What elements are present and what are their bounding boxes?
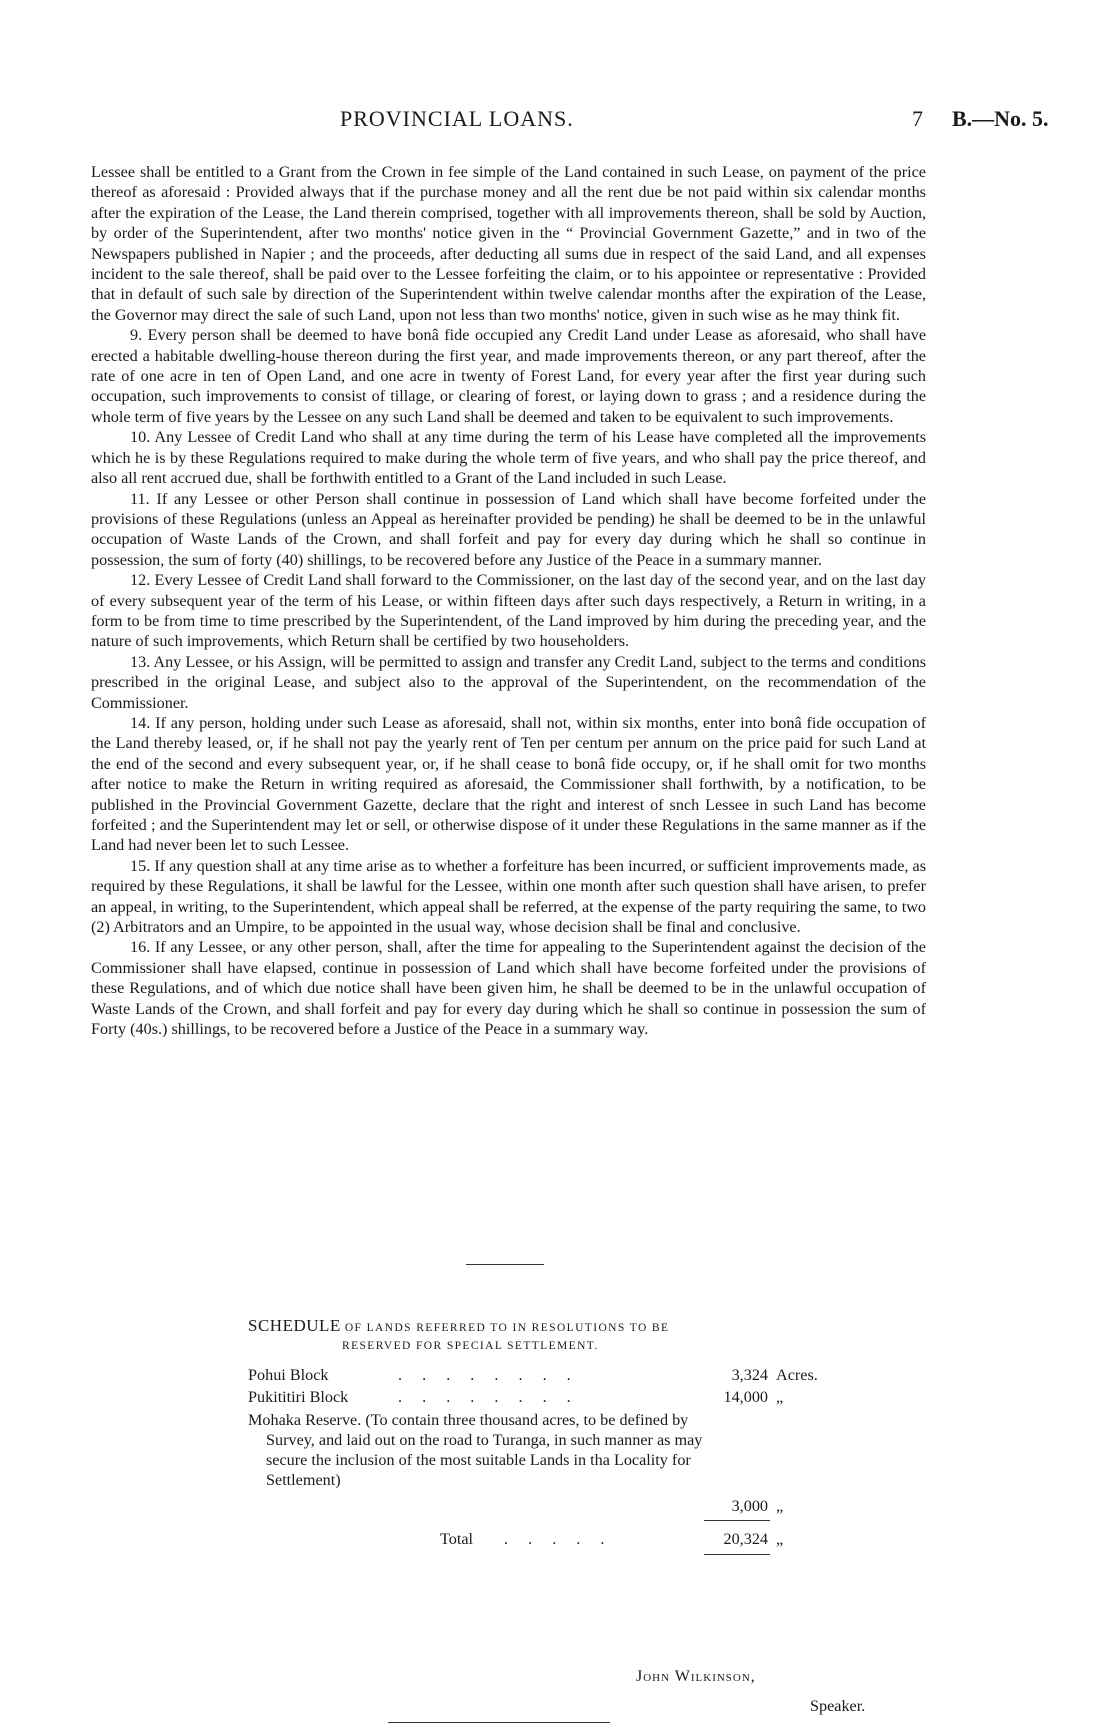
dot-leader: . . . . . — [504, 1530, 613, 1548]
footer-rule — [388, 1722, 610, 1723]
land-unit: Acres. — [776, 1366, 818, 1384]
page-title: PROVINCIAL LOANS. — [340, 106, 574, 131]
schedule-row — [248, 1364, 848, 1386]
subtotal-rule — [704, 1520, 770, 1521]
paragraph-9: 9. Every person shall be deemed to have bonâ fide occupied any Credit Land under Lease as aforesaid, who shall have erected a habitable dwelling-house thereon during the first year, and made improvements thereon, or any part thereof, after the rate of one acre in ten of Open Land, and one acre in twenty of Forest Land, for every year after the first year during such occupation, such improvements to consist of tillage, or clearing of forest, or laying down to grass ; and a residence during the whole term of five years by the Lessee on any such Land shall be deemed and taken to be equivalent to such improvements. — [91, 326, 926, 426]
schedule-title-rest: OF LANDS REFERRED TO IN RESOLUTIONS TO BE — [344, 1322, 670, 1334]
land-unit: „ — [776, 1388, 784, 1406]
signature-role: Speaker. — [810, 1697, 866, 1715]
page-number: 7 — [912, 106, 923, 131]
paragraph-14: 14. If any person, holding under such Lease as aforesaid, shall not, within six months, enter into bonâ fide occupation of the Land thereby leased, or, if he shall not pay the yearly rent of Ten per centum per annum on the price paid for such Land at the end of the second and every subsequent year, or, if he shall cease to bonâ fide occupy, or, if he shall omit for two months after notice to make the Return in writing required as aforesaid, the Commissioner shall forthwith, by a notification, to be published in the Provincial Government Gazette, declare that the right and interest of snch Lessee in such Land has become forfeited ; and the Superintendent may let or sell, or otherwise dispose of it under these Regulations in the same manner as if the Land had never been let to such Lessee. — [91, 713, 926, 855]
paragraph-10: 10. Any Lessee of Credit Land who shall at any time during the term of his Lease have completed all the improvements which he is by these Regulations required to make during the whole term of five years, and who shall pay the price thereof, and also all rent accrued due, shall be forthwith entitled to a Grant of the Land included in such Lease. — [91, 428, 926, 488]
signature-name: John Wilkinson, — [636, 1668, 756, 1685]
page-header — [0, 106, 1114, 136]
land-name: Mohaka Reserve. (To contain three thousand acres, to be defined by Survey, and laid out on the road to Turanga, in such manner as may secure the inclusion of the most suitable Lands in tha Locality for Settlement) — [248, 1411, 703, 1489]
schedule-title — [248, 1316, 848, 1336]
dot-leader: . . . . . . . . — [398, 1366, 579, 1384]
continuation-paragraph: Lessee shall be entitled to a Grant from the Crown in fee simple of the Land contained in such Lease, on payment of the price thereof as aforesaid : Provided always that if the purchase money and all the rent due be not paid within six calendar months after the expiration of the Lease, the Land therein comprised, together with all improvements thereon, shall be sold by Auction, by order of the Superintendent, after two months' notice given in the “ Provincial Government Gazette,” and in two of the Newspapers published in Napier ; and the proceeds, after deducting all sums due in respect of the said Land, and all expenses incident to the sale thereof, shall be paid over to the Lessee forfeiting the claim, or to his appointee or representative : Provided that in default of such sale by direction of the Superintendent within twelve calendar months after the expiration of the Lease, the Governor may direct the sale of such Land, upon not less than two months' notice, given in such wise as he may think fit. — [91, 163, 926, 324]
total-rule — [704, 1554, 770, 1555]
land-acres: 3,000 — [731, 1497, 768, 1515]
paragraph-16: 16. If any Lessee, or any other person, shall, after the time for appealing to the Superintendent against the decision of the Commissioner shall have elapsed, continue in possession of Land which shall have become forfeited under the provisions of these Regulations, and of which due notice shall have been given him, he shall be deemed to be in the unlawful occupation of Waste Lands of the Crown, and shall forfeit and pay for every day during which he shall so continue in possession the sum of Forty (40s.) shillings, to be recovered before a Justice of the Peace in a summary way. — [91, 938, 926, 1039]
schedule-title-word: SCHEDULE — [248, 1316, 341, 1335]
schedule-subtitle: RESERVED FOR SPECIAL SETTLEMENT. — [342, 1340, 599, 1352]
paragraph-11: 11. If any Lessee or other Person shall continue in possession of Land which shall have become forfeited under the provisions of these Regulations (unless an Appeal as hereinafter provided be pending) he shall be deemed to be in the unlawful occupation of Waste Lands of the Crown, and shall forfeit and pay for every day during which he shall so continue in possession, the sum of forty (40) shillings, to be recovered before any Justice of the Peace in a summary manner. — [91, 489, 926, 569]
section-divider — [466, 1264, 544, 1265]
land-acres: 3,324 — [731, 1366, 768, 1384]
land-acres: 14,000 — [723, 1388, 768, 1406]
total-unit: „ — [776, 1530, 784, 1548]
schedule-total-row — [248, 1528, 848, 1550]
regulations-text — [91, 162, 926, 1039]
schedule-row — [248, 1410, 848, 1520]
dot-leader: . . . . . . . . — [398, 1388, 579, 1406]
paragraph-13: 13. Any Lessee, or his Assign, will be permitted to assign and transfer any Credit Land, subject to the terms and conditions prescribed in the original Lease, and subject also to the approval of the Superintendent, on the recommendation of the Commissioner. — [91, 652, 926, 712]
land-name: Pohui Block — [248, 1366, 329, 1384]
land-name: Pukititiri Block — [248, 1388, 349, 1406]
total-label: Total — [440, 1530, 474, 1548]
paragraph-15: 15. If any question shall at any time arise as to whether a forfeiture has been incurred, or sufficient improvements made, as required by these Regulations, it shall be lawful for the Lessee, within one month after such question shall have arisen, to prefer an appeal, in writing, to the Superintendent, which appeal shall be referred, at the expense of the party requiring the same, to two (2) Arbitrators and an Umpire, to be appointed in the usual way, whose decision shall be final and conclusive. — [91, 856, 926, 937]
schedule-row — [248, 1386, 848, 1408]
document-reference: B.—No. 5. — [952, 106, 1049, 131]
total-acres: 20,324 — [723, 1530, 768, 1548]
paragraph-12: 12. Every Lessee of Credit Land shall forward to the Commissioner, on the last day of the second year, and on the last day of every subsequent year of the term of his Lease, or within fifteen days after such days respectively, a Return in writing, in a form to be from time to time prescribed by the Superintendent, of the Land improved by him during the preceding year, and the nature of such improvements, which Return shall be certified by two householders. — [91, 571, 926, 651]
land-unit: „ — [776, 1497, 784, 1515]
